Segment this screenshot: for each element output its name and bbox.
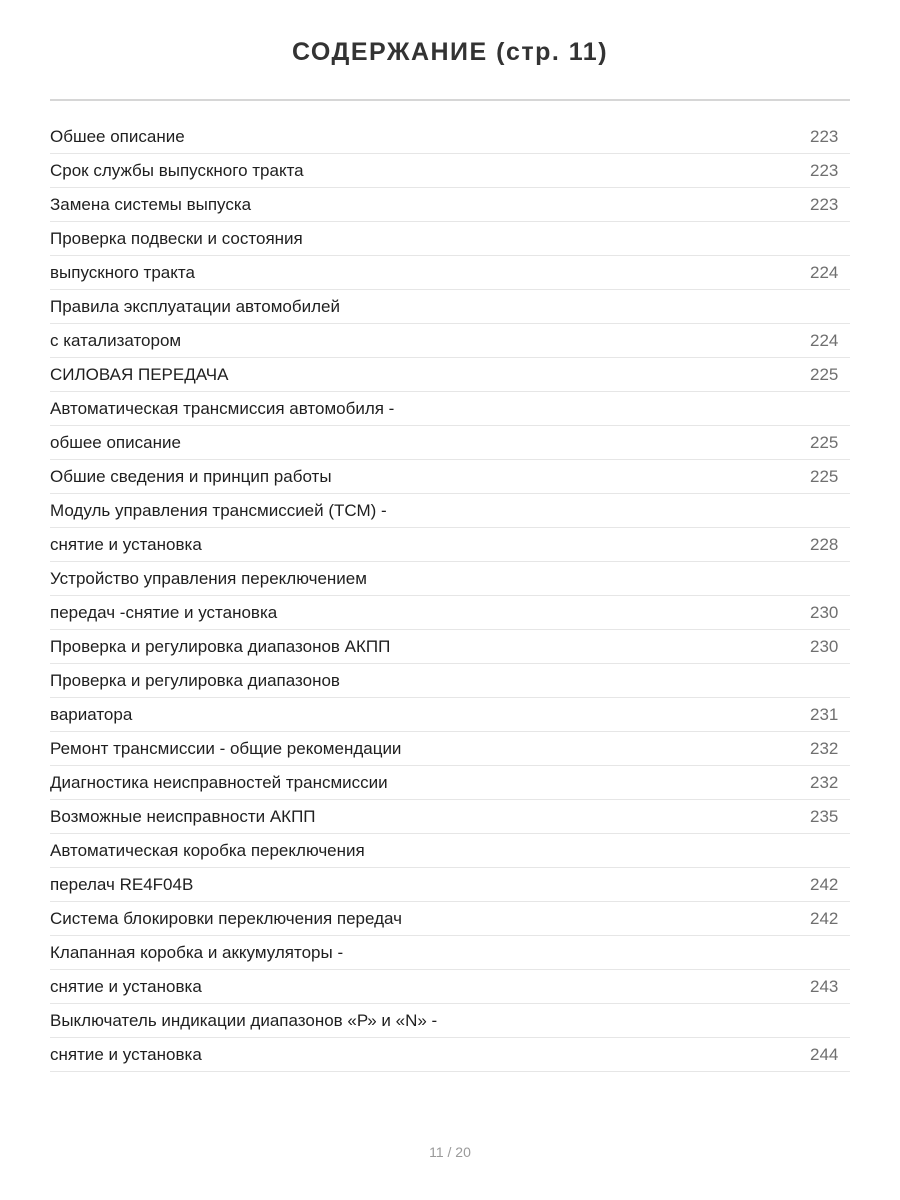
toc-entry-page: 224 xyxy=(810,262,839,282)
toc-entry-text: обшее описание xyxy=(50,432,181,452)
toc-entry-text: вариатора xyxy=(50,704,133,724)
toc-entry-text: Проверка и регулировка диапазонов xyxy=(50,670,340,690)
toc-entry-page: 225 xyxy=(810,432,839,452)
toc-row xyxy=(50,154,850,188)
toc-entry-text: снятие и установка xyxy=(50,534,202,554)
toc-row xyxy=(50,732,850,766)
toc-entry-text: Замена системы выпуска xyxy=(50,194,252,214)
page-title: СОДЕРЖАНИЕ (стр. 11) xyxy=(291,38,609,66)
toc-row xyxy=(50,1004,850,1038)
toc-entry-text: снятие и установка xyxy=(50,1044,202,1064)
toc-row xyxy=(50,256,850,290)
toc-entry-text: Автоматическая трансмиссия автомобиля - xyxy=(50,398,395,418)
toc-entry-text: снятие и установка xyxy=(50,976,202,996)
toc-entry-page: 244 xyxy=(810,1044,839,1064)
toc-row xyxy=(50,290,850,324)
toc-row xyxy=(50,358,850,392)
toc-row xyxy=(50,664,850,698)
toc-row xyxy=(50,868,850,902)
toc-entry-text: перелач RE4F04B xyxy=(50,874,194,894)
toc-entry-page: 231 xyxy=(810,704,839,724)
toc-entry-page: 225 xyxy=(810,364,839,384)
toc-entry-page: 230 xyxy=(810,636,839,656)
toc-row xyxy=(50,562,850,596)
toc-entry-page: 243 xyxy=(810,976,839,996)
page-indicator: 11 / 20 xyxy=(429,1144,471,1160)
toc-row xyxy=(50,800,850,834)
toc-row xyxy=(50,494,850,528)
toc-entry-page: 230 xyxy=(810,602,839,622)
toc-row xyxy=(50,698,850,732)
toc-row xyxy=(50,936,850,970)
toc-entry-text: Срок службы выпускного тракта xyxy=(50,160,304,180)
toc-entry-text: СИЛОВАЯ ПЕРЕДАЧА xyxy=(50,364,229,384)
toc-entry-text: Диагностика неисправностей трансмиссии xyxy=(50,772,388,792)
toc-entry-page: 232 xyxy=(810,738,839,758)
toc-entry-text: Обшее описание xyxy=(50,126,185,146)
toc-entry-page: 223 xyxy=(810,194,839,214)
toc-entry-text: Автоматическая коробка переключения xyxy=(50,840,365,860)
toc-row xyxy=(50,120,850,154)
toc-entry-text: Выключатель индикации диапазонов «Р» и «N» - xyxy=(50,1010,438,1030)
toc-entry-text: Ремонт трансмиссии - общие рекомендации xyxy=(50,738,402,758)
toc-entry-page: 223 xyxy=(810,160,839,180)
toc-entry-text: Обшие сведения и принцип работы xyxy=(50,466,332,486)
toc-row xyxy=(50,188,850,222)
toc-entry-page: 224 xyxy=(810,330,839,350)
toc-row xyxy=(50,528,850,562)
toc-entry-text: выпускного тракта xyxy=(50,262,195,282)
toc-row xyxy=(50,596,850,630)
toc-row xyxy=(50,324,850,358)
title-divider xyxy=(50,99,850,101)
toc-row xyxy=(50,222,850,256)
toc-row xyxy=(50,630,850,664)
toc-row xyxy=(50,902,850,936)
toc-entry-page: 242 xyxy=(810,874,839,894)
toc-entry-page: 225 xyxy=(810,466,839,486)
toc-row xyxy=(50,392,850,426)
toc-row xyxy=(50,460,850,494)
toc-row xyxy=(50,426,850,460)
toc-entry-text: Проверка подвески и состояния xyxy=(50,228,303,248)
toc-entry-text: Возможные неисправности АКПП xyxy=(50,806,316,826)
toc-entry-page: 242 xyxy=(810,908,839,928)
toc-entry-text: с катализатором xyxy=(50,330,182,350)
toc-entry-page: 228 xyxy=(810,534,839,554)
toc-entry-text: Устройство управления переключением xyxy=(50,568,367,588)
toc-row xyxy=(50,1038,850,1072)
toc-entry-text: Проверка и регулировка диапазонов АКПП xyxy=(50,636,391,656)
toc-entry-text: Система блокировки переключения передач xyxy=(50,908,402,928)
toc-entry-text: Модуль управления трансмиссией (ТСМ) - xyxy=(50,500,387,520)
toc-row xyxy=(50,834,850,868)
toc-row xyxy=(50,970,850,1004)
table-of-contents xyxy=(50,120,850,1072)
toc-entry-text: Клапанная коробка и аккумуляторы - xyxy=(50,942,344,962)
toc-row xyxy=(50,766,850,800)
toc-entry-page: 232 xyxy=(810,772,839,792)
toc-entry-page: 223 xyxy=(810,126,839,146)
toc-entry-text: передач -снятие и установка xyxy=(50,602,278,622)
toc-entry-page: 235 xyxy=(810,806,839,826)
toc-entry-text: Правила эксплуатации автомобилей xyxy=(50,296,340,316)
